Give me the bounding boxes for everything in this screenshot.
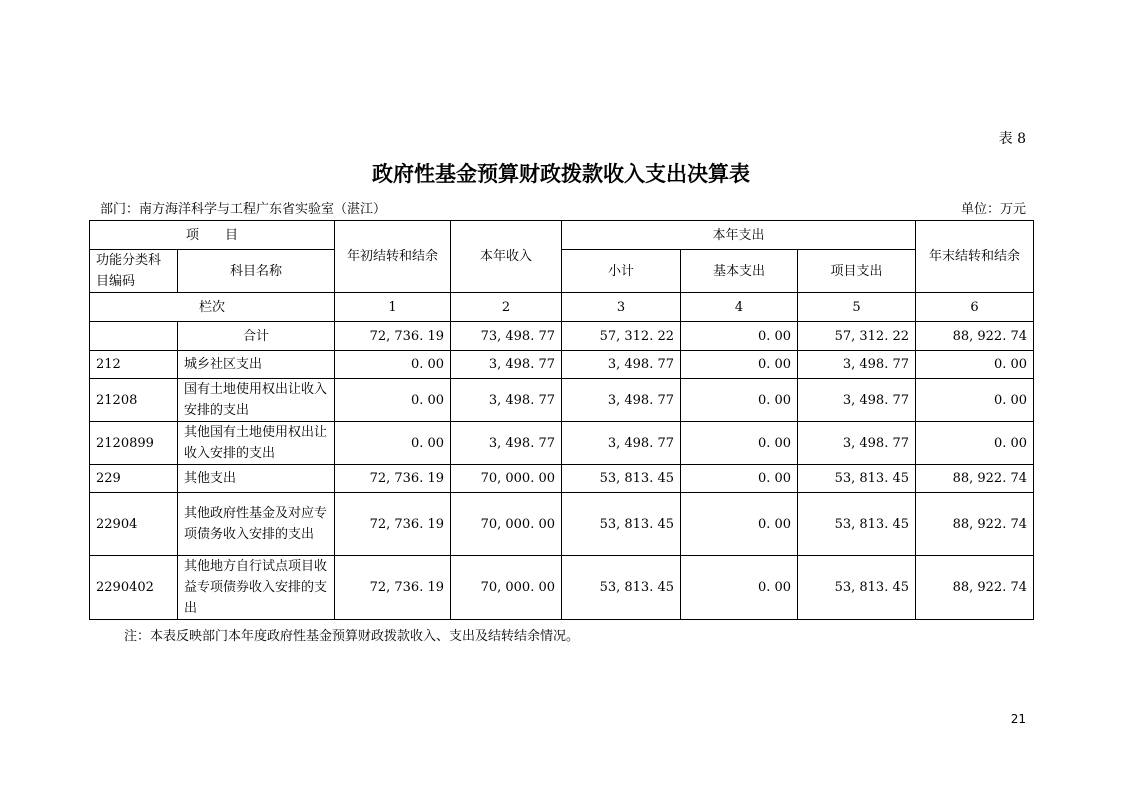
row-value: 0. 00 (335, 422, 451, 465)
row-value: 0. 00 (681, 351, 798, 379)
header-closing: 年末结转和结余 (916, 221, 1034, 293)
row-code: 21208 (90, 379, 178, 422)
total-value: 72, 736. 19 (335, 322, 451, 351)
row-value: 3, 498. 77 (562, 379, 681, 422)
row-code: 22904 (90, 493, 178, 556)
row-value: 0. 00 (681, 422, 798, 465)
row-value: 0. 00 (681, 556, 798, 620)
row-value: 0. 00 (681, 465, 798, 493)
unit-label: 单位：万元 (960, 202, 1026, 217)
total-value: 88, 922. 74 (916, 322, 1034, 351)
table-row (90, 351, 1034, 379)
total-value: 73, 498. 77 (451, 322, 562, 351)
table-number: 表 8 (998, 131, 1026, 147)
row-value: 3, 498. 77 (451, 379, 562, 422)
table-row (90, 465, 1034, 493)
row-value: 3, 498. 77 (451, 351, 562, 379)
row-value: 70, 000. 00 (451, 556, 562, 620)
header-subtotal: 小计 (562, 250, 681, 293)
total-label: 合计 (178, 322, 335, 351)
row-value: 72, 736. 19 (335, 556, 451, 620)
table-row (90, 556, 1034, 620)
row-value: 3, 498. 77 (451, 422, 562, 465)
row-value: 53, 813. 45 (798, 465, 916, 493)
col-number: 1 (335, 293, 451, 322)
row-name: 其他国有土地使用权出让收入安排的支出 (178, 422, 335, 465)
header-expenditure: 本年支出 (562, 221, 916, 250)
row-value: 88, 922. 74 (916, 465, 1034, 493)
row-value: 72, 736. 19 (335, 493, 451, 556)
row-value: 0. 00 (335, 351, 451, 379)
row-code: 212 (90, 351, 178, 379)
total-code-cell (90, 322, 178, 351)
row-value: 70, 000. 00 (451, 493, 562, 556)
row-value: 53, 813. 45 (562, 465, 681, 493)
row-value: 0. 00 (681, 379, 798, 422)
col-number: 5 (798, 293, 916, 322)
total-value: 57, 312. 22 (798, 322, 916, 351)
header-income: 本年收入 (451, 221, 562, 293)
row-value: 72, 736. 19 (335, 465, 451, 493)
total-value: 0. 00 (681, 322, 798, 351)
total-row (90, 322, 1034, 351)
table-row (90, 379, 1034, 422)
table-row (90, 493, 1034, 556)
department-label: 部门：南方海洋科学与工程广东省实验室（湛江） (100, 202, 387, 217)
table-row (90, 422, 1034, 465)
header-basic: 基本支出 (681, 250, 798, 293)
row-code: 2290402 (90, 556, 178, 620)
row-name: 城乡社区支出 (178, 351, 335, 379)
row-value: 3, 498. 77 (562, 351, 681, 379)
col-number: 3 (562, 293, 681, 322)
row-value: 0. 00 (335, 379, 451, 422)
table-note: 注：本表反映部门本年度政府性基金预算财政拨款收入、支出及结转结余情况。 (124, 629, 580, 644)
row-code: 2120899 (90, 422, 178, 465)
row-code: 229 (90, 465, 178, 493)
row-value: 3, 498. 77 (798, 422, 916, 465)
row-value: 0. 00 (916, 351, 1034, 379)
row-value: 53, 813. 45 (798, 556, 916, 620)
page-title: 政府性基金预算财政拨款收入支出决算表 (372, 162, 750, 186)
row-value: 0. 00 (916, 422, 1034, 465)
row-name: 其他支出 (178, 465, 335, 493)
budget-table (89, 220, 1034, 620)
row-name: 国有土地使用权出让收入安排的支出 (178, 379, 335, 422)
row-name: 其他地方自行试点项目收益专项债券收入安排的支出 (178, 556, 335, 620)
col-number: 4 (681, 293, 798, 322)
row-value: 53, 813. 45 (562, 556, 681, 620)
row-value: 70, 000. 00 (451, 465, 562, 493)
row-value: 3, 498. 77 (562, 422, 681, 465)
header-opening: 年初结转和结余 (335, 221, 451, 293)
row-value: 53, 813. 45 (562, 493, 681, 556)
page-number: 21 (1010, 712, 1026, 726)
row-value: 0. 00 (681, 493, 798, 556)
row-value: 0. 00 (916, 379, 1034, 422)
row-name: 其他政府性基金及对应专项债务收入安排的支出 (178, 493, 335, 556)
header-code: 功能分类科目编码 (90, 250, 178, 293)
row-value: 3, 498. 77 (798, 379, 916, 422)
header-name: 科目名称 (178, 250, 335, 293)
row-value: 88, 922. 74 (916, 493, 1034, 556)
header-item: 项 目 (90, 221, 335, 250)
column-label: 栏次 (90, 293, 335, 322)
col-number: 6 (916, 293, 1034, 322)
total-value: 57, 312. 22 (562, 322, 681, 351)
header-project: 项目支出 (798, 250, 916, 293)
row-value: 88, 922. 74 (916, 556, 1034, 620)
row-value: 53, 813. 45 (798, 493, 916, 556)
row-value: 3, 498. 77 (798, 351, 916, 379)
col-number: 2 (451, 293, 562, 322)
